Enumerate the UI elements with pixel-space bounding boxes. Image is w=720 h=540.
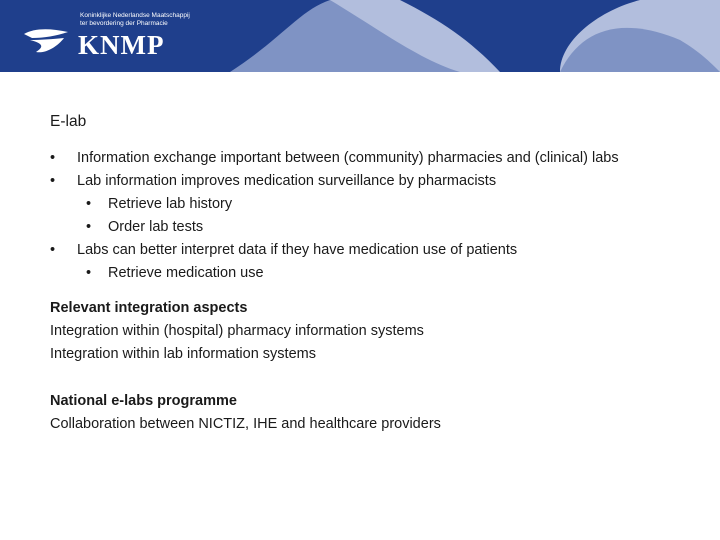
section-heading: Relevant integration aspects [50,300,248,316]
bullet-icon: • [86,265,92,281]
sub-bullet-item [50,216,690,239]
bullet-text: Labs can better interpret data if they have medication use of patients [77,242,518,258]
sub-bullet-item [50,193,690,216]
section-integration-aspects [50,297,690,366]
bullet-text: Information exchange important between (community) pharmacies and (clinical) labs [77,150,619,166]
slide-content [50,110,690,436]
bullet-icon: • [50,173,56,189]
knmp-logo [20,8,220,66]
slide-title: E-lab [50,113,87,130]
snake-bowl-icon [20,26,72,56]
bullet-icon: • [86,196,92,212]
sub-bullet-item [50,262,690,285]
header-banner [0,0,720,72]
section-national-programme [50,390,690,436]
logo-wordmark: KNMP [78,30,165,60]
bullet-text: Order lab tests [108,219,204,235]
section-line: Integration within (hospital) pharmacy information systems [50,323,424,339]
organization-name-line-2: ter bevordering der Pharmacie [80,20,168,27]
bullet-text: Lab information improves medication surveillance by pharmacists [77,173,497,189]
bullet-text: Retrieve medication use [108,265,264,281]
bullet-icon: • [86,219,92,235]
section-line: Integration within lab information systems [50,346,316,362]
bullet-item [50,170,690,193]
bullet-icon: • [50,242,56,258]
section-line: Collaboration between NICTIZ, IHE and healthcare providers [50,416,441,432]
bullet-text: Retrieve lab history [108,196,233,212]
bullet-icon: • [50,150,56,166]
section-heading: National e-labs programme [50,393,237,409]
bullet-item [50,239,690,262]
organization-name [80,12,190,28]
bullet-item [50,147,690,170]
bullet-list [50,147,690,285]
organization-name-line-1: Koninklijke Nederlandse Maatschappij [80,12,190,19]
